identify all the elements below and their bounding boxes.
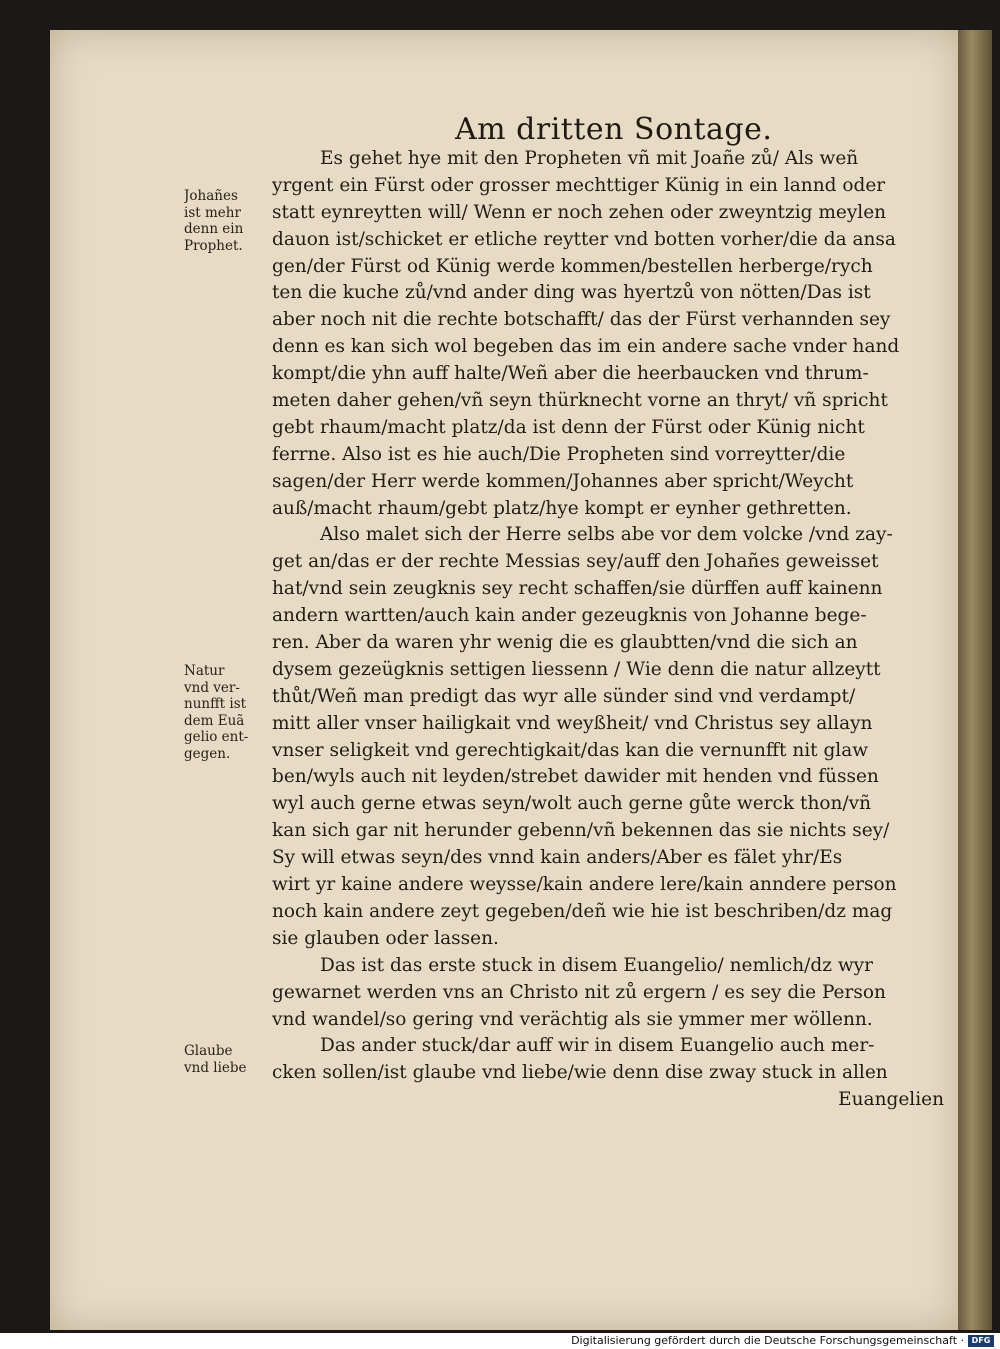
- text-line: denn es kan sich wol begeben das im ein andere sache vnder hand: [272, 336, 900, 358]
- margin-note-johannes: [184, 188, 270, 254]
- text-line: kan sich gar nit herunder gebenn/vñ bekennen das sie nichts sey/: [272, 820, 890, 842]
- text-line: ten die kuche zů/vnd ander ding was hyertzů von nötten/Das ist: [272, 282, 871, 304]
- margin-note-line: gegen.: [184, 745, 231, 762]
- margin-note-glaube: [184, 1043, 270, 1076]
- margin-note-line: Prophet.: [184, 237, 243, 254]
- text-line: Das ander stuck/dar auff wir in disem Euangelio auch mer-: [320, 1035, 875, 1057]
- margin-note-line: dem Euã: [184, 712, 245, 729]
- text-line: wyl auch gerne etwas seyn/wolt auch gerne gůte werck thon/vñ: [272, 793, 872, 815]
- text-line: Es gehet hye mit den Propheten vñ mit Joañe zů/ Als weñ: [320, 148, 859, 169]
- text-line: Das ist das erste stuck in disem Euangelio/ nemlich/dz wyr: [320, 954, 873, 976]
- margin-note-line: vnd liebe: [184, 1059, 247, 1076]
- text-line: yrgent ein Fürst oder grosser mechttiger Künig in ein lannd oder: [272, 174, 886, 196]
- text-line: statt eynreytten will/ Wenn er noch zehen oder zweyntzig meylen: [272, 201, 887, 223]
- text-line: ben/wyls auch nit leyden/strebet dawider mit henden vnd füssen: [272, 766, 879, 788]
- text-line: vnser seligkeit vnd gerechtigkait/das kan die vernunfft nit glaw: [272, 739, 869, 761]
- text-line: meten daher gehen/vñ seyn thürknecht vorne an thryt/ vñ spricht: [272, 390, 888, 412]
- margin-note-natur: [184, 663, 270, 763]
- text-line: Sy will etwas seyn/des vnnd kain anders/Aber es fälet yhr/Es: [272, 847, 843, 869]
- dfg-logo: DFG: [968, 1335, 994, 1347]
- footer-credit: Digitalisierung gefördert durch die Deutsche Forschungsgemeinschaft ·: [571, 1334, 964, 1347]
- book-spine-edge: [958, 30, 992, 1330]
- text-line: auß/macht rhaum/gebt platz/hye kompt er eynher gethretten.: [272, 497, 852, 519]
- text-line: cken sollen/ist glaube vnd liebe/wie denn dise zway stuck in allen: [272, 1062, 888, 1084]
- text-line: mitt aller vnser hailigkait vnd weyßheit/ vnd Christus sey allayn: [272, 712, 873, 734]
- footer-bar: [0, 1333, 1000, 1349]
- text-line: Euangelien: [838, 1089, 944, 1111]
- page-heading: Am dritten Sontage.: [455, 112, 773, 147]
- main-text-block: [272, 146, 944, 1114]
- text-line: ren. Aber da waren yhr wenig die es glaubtten/vnd die sich an: [272, 632, 858, 654]
- text-line: ferrne. Also ist es hie auch/Die Propheten sind vorreytter/die: [272, 443, 846, 465]
- margin-note-line: Glaube: [184, 1043, 233, 1059]
- margin-note-line: ist mehr: [184, 204, 241, 221]
- text-line: get an/das er der rechte Messias sey/auff den Johañes geweisset: [272, 551, 879, 573]
- margin-note-line: gelio ent-: [184, 729, 249, 746]
- margin-note-line: nunfft ist: [184, 696, 247, 713]
- text-line: noch kain andere zeyt gegeben/deñ wie hie ist beschriben/dz mag: [272, 900, 893, 922]
- margin-note-line: denn ein: [184, 221, 244, 238]
- text-line: gen/der Fürst od Künig werde kommen/bestellen herberge/rych: [272, 255, 873, 277]
- text-line: andern wartten/auch kain ander gezeugknis von Johanne bege-: [272, 605, 867, 627]
- margin-note-line: Johañes: [184, 188, 238, 204]
- text-line: aber noch nit die rechte botschafft/ das der Fürst verhannden sey: [272, 309, 891, 331]
- text-line: dauon ist/schicket er etliche reytter vnd botten vorher/die da ansa: [272, 228, 896, 250]
- text-line: sie glauben oder lassen.: [272, 927, 499, 949]
- text-line: gewarnet werden vns an Christo nit zů ergern / es sey die Person: [272, 981, 886, 1003]
- text-line: wirt yr kaine andere weysse/kain andere lere/kain anndere person: [272, 874, 897, 896]
- text-line: thůt/Weñ man predigt das wyr alle sünder sind vnd verdampt/: [272, 685, 856, 707]
- text-line: vnd wandel/so gering vnd verächtig als sie ymmer mer wöllenn.: [272, 1008, 873, 1030]
- text-line: kompt/die yhn auff halte/Weñ aber die heerbaucken vnd thrum-: [272, 363, 869, 385]
- text-line: gebt rhaum/macht platz/da ist denn der Fürst oder Künig nicht: [272, 416, 865, 438]
- text-line: Also malet sich der Herre selbs abe vor dem volcke /vnd zay-: [320, 524, 893, 546]
- text-line: hat/vnd sein zeugknis sey recht schaffen/sie dürffen auff kainenn: [272, 578, 883, 600]
- margin-note-line: vnd ver-: [184, 679, 240, 696]
- margin-note-line: Natur: [184, 663, 225, 679]
- text-line: sagen/der Herr werde kommen/Johannes aber spricht/Weycht: [272, 470, 854, 492]
- text-line: dysem gezeügknis settigen liessenn / Wie denn die natur allzeytt: [272, 658, 881, 680]
